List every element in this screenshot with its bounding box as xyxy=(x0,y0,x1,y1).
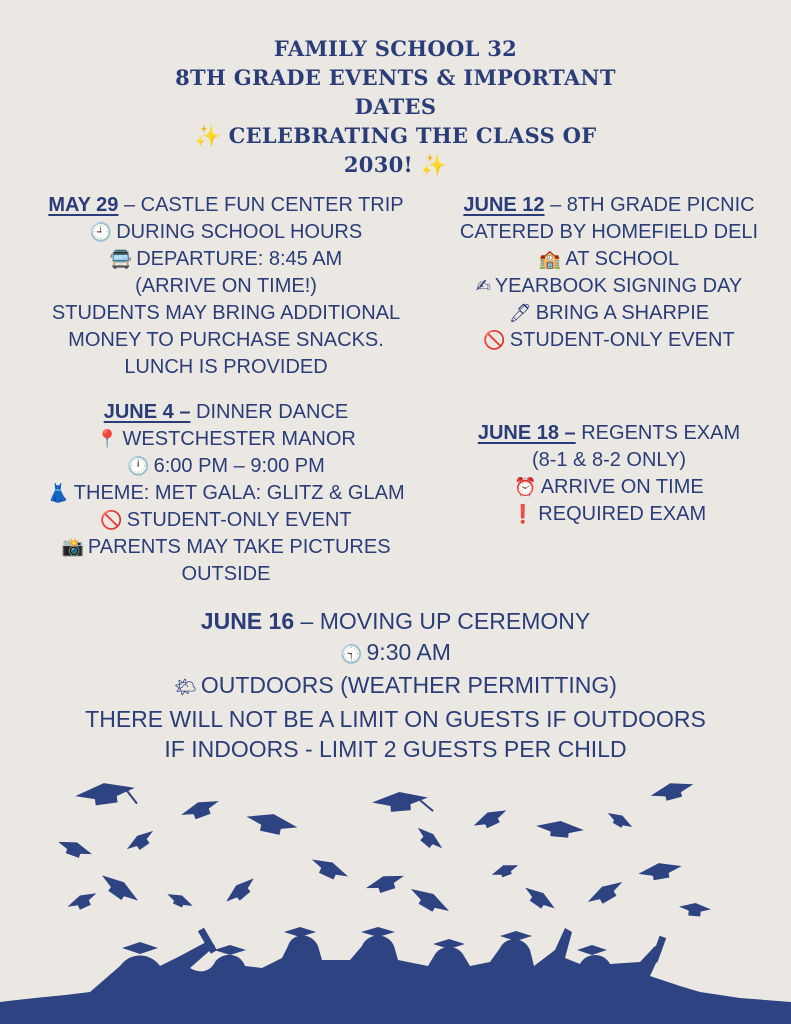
event-title: – CASTLE FUN CENTER TRIP xyxy=(118,194,404,216)
celebration-line: ✨ CELEBRATING THE CLASS OF xyxy=(194,123,597,148)
event-location: WESTCHESTER MANOR xyxy=(122,428,356,450)
prohibited-icon: 🚫 xyxy=(100,510,123,531)
event-title: – 8TH GRADE PICNIC xyxy=(544,194,755,216)
event-location-row xyxy=(446,246,772,273)
event-title: REGENTS EXAM xyxy=(575,422,741,444)
marker-icon: 🖊 xyxy=(508,303,532,324)
graduation-cap-icon xyxy=(605,809,635,833)
event-june-16 xyxy=(0,606,791,765)
prohibited-icon: 🚫 xyxy=(483,330,506,351)
event-time-row xyxy=(0,637,791,671)
event-photos-row xyxy=(26,534,426,561)
flyer-title: 8TH GRADE EVENTS & IMPORTANT xyxy=(175,65,616,90)
event-date: MAY 29 xyxy=(48,194,119,216)
event-date: JUNE 4 – xyxy=(103,401,191,423)
school-name: FAMILY SCHOOL 32 xyxy=(273,36,518,61)
event-date: JUNE 12 xyxy=(463,194,545,216)
event-june-4 xyxy=(26,399,426,588)
graduation-cap-icon xyxy=(244,809,299,838)
graduation-cap-icon xyxy=(500,931,532,941)
bus-icon: 🚍 xyxy=(109,249,133,270)
graduation-cap-icon xyxy=(413,824,446,855)
graduation-cap-icon xyxy=(678,902,711,918)
event-restriction: STUDENT-ONLY EVENT xyxy=(509,329,735,351)
graduation-cap-icon xyxy=(361,927,395,937)
event-theme-row xyxy=(26,480,426,507)
flyer-header xyxy=(0,34,791,179)
event-time-row xyxy=(26,219,426,246)
event-note: STUDENTS MAY BRING ADDITIONAL xyxy=(51,302,401,324)
graduation-cap-icon xyxy=(122,942,158,954)
event-restriction-row xyxy=(26,507,426,534)
graduation-cap-icon xyxy=(471,805,510,833)
event-heading xyxy=(26,399,426,426)
graduation-cap-icon xyxy=(371,789,433,816)
graduation-cap-icon xyxy=(97,870,142,908)
graduation-cap-icon xyxy=(222,874,259,908)
graduation-cap-icon xyxy=(433,939,465,949)
graduation-cap-icon xyxy=(577,945,607,955)
event-photos: PARENTS MAY TAKE PICTURES xyxy=(87,536,391,558)
event-note: LUNCH IS PROVIDED xyxy=(124,356,328,378)
writing-hand-icon: ✍ xyxy=(475,276,491,297)
event-departure-row xyxy=(26,246,426,273)
event-required-row xyxy=(446,501,772,528)
event-sharpie: BRING A SHARPIE xyxy=(535,302,710,324)
event-sharpie-row xyxy=(446,300,772,327)
event-restriction: STUDENT-ONLY EVENT xyxy=(126,509,352,531)
event-classes: (8-1 & 8-2 ONLY) xyxy=(531,449,687,471)
camera-icon: 📸 xyxy=(61,537,84,558)
dress-icon: 👗 xyxy=(47,483,70,504)
event-catering: CATERED BY HOMEFIELD DELI xyxy=(459,221,759,243)
event-arrive-row xyxy=(446,474,772,501)
exclamation-icon: ❗ xyxy=(511,504,535,525)
event-arrive: (ARRIVE ON TIME!) xyxy=(135,275,317,297)
event-required: REQUIRED EXAM xyxy=(538,503,707,525)
graduation-cap-icon xyxy=(490,861,520,881)
clock-icon: 🕛 xyxy=(127,456,150,477)
event-heading xyxy=(446,192,772,219)
alarm-clock-icon: ⏰ xyxy=(514,477,537,498)
event-note: MONEY TO PURCHASE SNACKS. xyxy=(68,329,384,351)
event-arrive: ARRIVE ON TIME xyxy=(540,476,704,498)
graduation-cap-icon xyxy=(637,859,683,882)
graduation-cap-icon xyxy=(55,836,94,861)
graduation-silhouette-art xyxy=(0,760,791,1024)
graduation-cap-icon xyxy=(649,778,696,805)
event-time-row xyxy=(26,453,426,480)
event-departure: DEPARTURE: 8:45 AM xyxy=(136,248,343,270)
graduation-cap-icon xyxy=(284,927,316,937)
event-may-29 xyxy=(26,192,426,381)
event-photos-cont: OUTSIDE xyxy=(181,563,271,585)
event-time: 9:30 AM xyxy=(366,638,451,665)
graduation-cap-icon xyxy=(521,883,559,915)
graduation-cap-icon xyxy=(308,854,351,884)
graduation-cap-icon xyxy=(179,796,222,824)
graduation-cap-icon xyxy=(165,890,195,912)
event-title: – MOVING UP CEREMONY xyxy=(294,608,591,634)
event-weather: OUTDOORS (WEATHER PERMITTING) xyxy=(200,672,617,698)
graduation-cap-icon xyxy=(124,827,158,856)
event-location-row xyxy=(26,426,426,453)
event-heading xyxy=(26,192,426,219)
event-guests-outdoors: THERE WILL NOT BE A LIMIT ON GUESTS IF OUTDOORS xyxy=(85,705,706,732)
graduation-cap-icon xyxy=(585,877,627,910)
event-theme: THEME: MET GALA: GLITZ & GLAM xyxy=(73,482,405,504)
sun-cloud-icon: 🌤 xyxy=(174,677,197,698)
graduation-cap-icon xyxy=(535,819,584,839)
pin-icon: 📍 xyxy=(96,429,119,450)
event-time: DURING SCHOOL HOURS xyxy=(116,221,363,243)
event-title: DINNER DANCE xyxy=(190,401,349,423)
event-heading xyxy=(446,420,772,447)
graduation-cap-icon xyxy=(214,945,246,955)
event-yearbook-row xyxy=(446,273,772,300)
event-heading xyxy=(0,606,791,637)
school-icon: 🏫 xyxy=(538,249,562,270)
event-restriction-row xyxy=(446,327,772,354)
graduation-cap-icon xyxy=(364,870,407,897)
event-time: 6:00 PM – 9:00 PM xyxy=(153,455,325,477)
flyer-title-cont: DATES xyxy=(354,94,437,119)
event-june-12 xyxy=(446,192,772,354)
graduates-silhouette xyxy=(0,928,791,1024)
event-june-18 xyxy=(446,420,772,528)
event-location: AT SCHOOL xyxy=(565,248,680,270)
event-weather-row xyxy=(0,670,791,704)
class-year: 2030! ✨ xyxy=(343,152,448,177)
graduation-cap-icon xyxy=(65,889,99,914)
clock-icon: 🕤 xyxy=(340,643,363,665)
clock-icon: 🕘 xyxy=(89,222,113,243)
event-date: JUNE 18 – xyxy=(477,422,576,444)
graduation-cap-icon xyxy=(74,779,137,812)
event-yearbook: YEARBOOK SIGNING DAY xyxy=(494,275,743,297)
graduation-cap-icon xyxy=(406,883,452,919)
event-date: JUNE 16 xyxy=(200,608,295,634)
event-guests-indoors: IF INDOORS - LIMIT 2 GUESTS PER CHILD xyxy=(164,736,627,762)
